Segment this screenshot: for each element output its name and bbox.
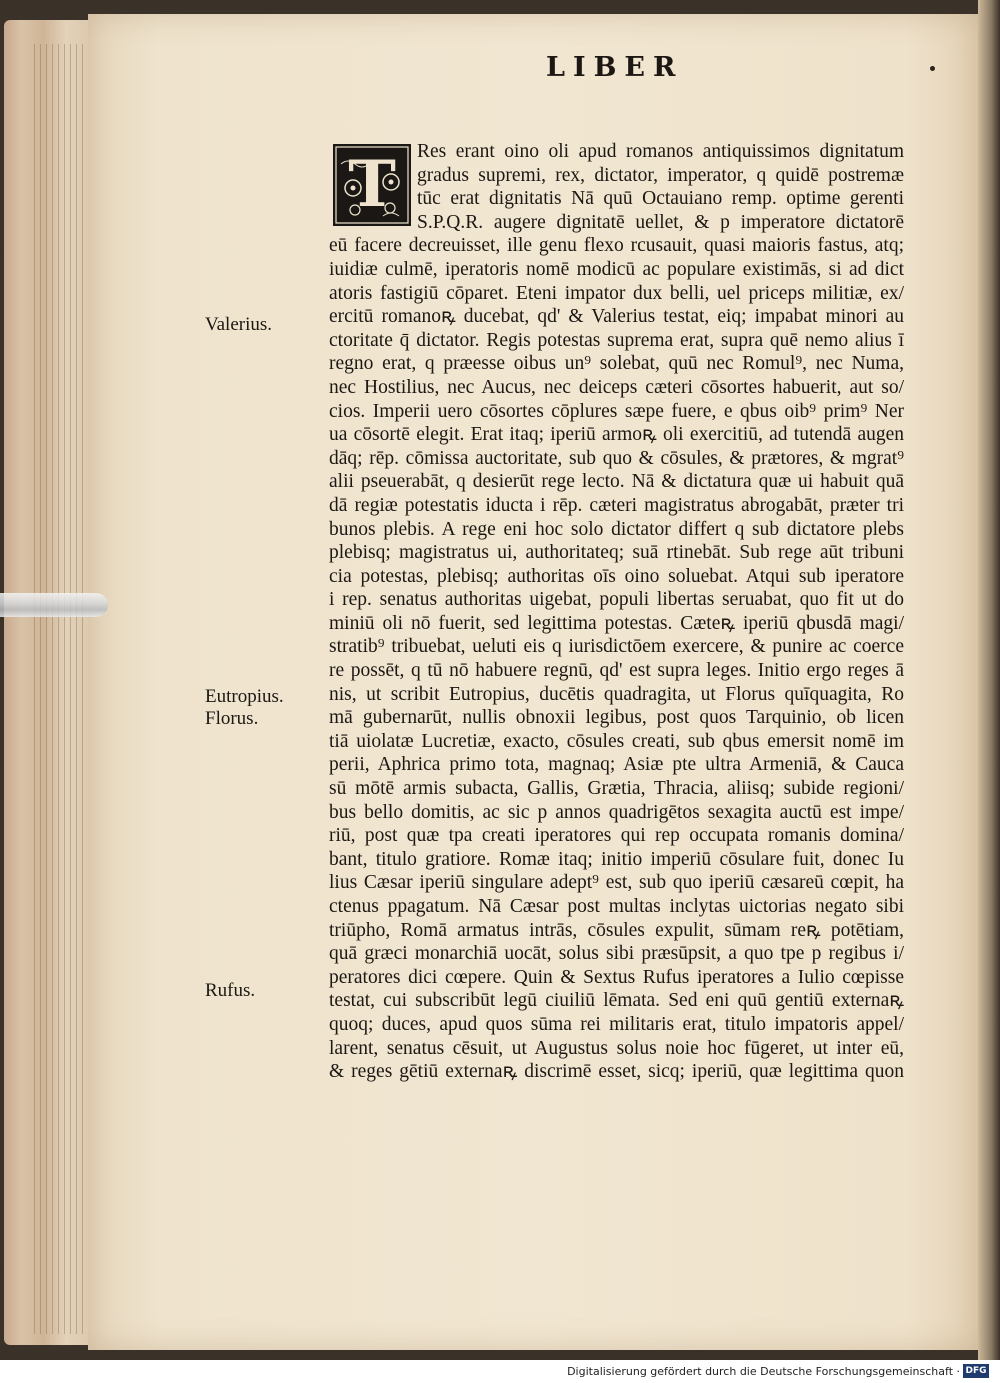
text-line: tiā uiolatæ Lucretiæ, exacto, cōsules creati, sub qbus emersit nomē im: [329, 730, 904, 752]
page-mark: [930, 66, 935, 71]
text-line: regno erat, q præesse oibus un⁹ solebat, quū nec Romul⁹, nec Numa,: [329, 353, 904, 375]
text-line: riū, post quæ tpa creati iperatores qui rep occupata romanis domina/: [329, 825, 904, 847]
text-line: S.P.Q.R. augere dignitatē uellet, & p imperatore dictatorē: [417, 211, 904, 233]
text-line: cia potestas, plebisq; authoritas oīs oino soluebat. Atqui sub iperatore: [329, 565, 904, 587]
text-line: quoq; duces, apud quos sūma rei militaris erat, titulo impatoris appel/: [329, 1013, 904, 1035]
text-line: plebisq; magistratus ui, authoritateq; suā rtinebāt. Sub rege aūt tribuni: [329, 542, 904, 564]
funding-note: Digitalisierung gefördert durch die Deutsche Forschungsgemeinschaft ·: [567, 1365, 960, 1378]
text-line: bant, titulo gratiore. Romæ itaq; initio imperiū cōsulare fuit, donec Iu: [329, 848, 904, 870]
text-line: stratib⁹ tribuebat, ueluti eis q iurisdictōem exercere, & punire ac coerce: [329, 636, 904, 658]
text-line: peratores dici cœpere. Quin & Sextus Rufus iperatores a Iulio cœpisse: [329, 966, 904, 988]
text-line: ua cōsortē elegit. Erat itaq; iperiū armoꝶ oli exercitiū, ad tutendā augen: [329, 424, 904, 446]
text-line: bus bello domitis, ac sic p annos quadrigētos sexagita auctū est impe/: [329, 801, 904, 823]
text-line: lius Cæsar iperiū singulare adept⁹ est, sub quo iperiū cæsareū cœpit, ha: [329, 872, 904, 894]
body-text: [329, 140, 904, 1084]
text-line: cios. Imperii uero cōsortes cōplures sæpe fuere, e qbus oib⁹ prim⁹ Ner: [329, 400, 904, 422]
page-holder-rod: [0, 593, 108, 617]
text-line: nis, ut scribit Eutropius, ducētis quadragita, ut Florus quīquagita, Ro: [329, 683, 904, 705]
marginal-note-florus: Florus.: [205, 708, 259, 729]
text-line: tūc erat dignitatis Nā quū Octauiano remp. optime gerenti: [417, 188, 904, 210]
decorated-initial-t: [333, 144, 411, 226]
text-line: dā regiæ potestatis iducta i rēp. cæteri magistratus abrogabāt, præter tri: [329, 494, 904, 516]
running-header: LIBER: [546, 52, 684, 83]
text-line: Res erant oino oli apud romanos antiquissimos dignitatum: [417, 141, 904, 162]
text-line: nec Hostilius, nec Aucus, nec deiceps cæteri cōsortes habuerit, aut so/: [329, 376, 904, 398]
text-line: atoris fastigiū cōparet. Eteni impator dux belli, uel priceps militiæ, ex/: [329, 282, 904, 304]
text-line: ctoritate q̄ dictator. Regis potestas suprema erat, supra quē nemo alius ī: [329, 329, 904, 351]
marginal-note-valerius: Valerius.: [205, 314, 273, 335]
book-right-edge: [978, 0, 1000, 1360]
text-line: quā græci monarchiā uocāt, solus sibi præsūpsit, a quo tpe p regibus i/: [329, 943, 904, 965]
text-line: iuidiæ culmē, iperatoris nomē modicū ac populare existimās, si ad dict: [329, 258, 904, 280]
page-edges: [34, 44, 92, 1334]
marginal-note-rufus: Rufus.: [205, 980, 256, 1001]
text-line: dāq; rēp. cōmissa auctoritate, sub quo & cōsules, & prætores, & mgrat⁹: [329, 447, 904, 469]
text-line: ercitū romanoꝶ ducebat, qd' & Valerius testat, eiq; impabat minori au: [329, 306, 904, 328]
text-line: larent, senatus cēsuit, ut Augustus solus noie hoc fūgeret, ut inter eū,: [329, 1037, 904, 1059]
marginal-note-eutropius: Eutropius.: [205, 686, 284, 707]
text-line: bunos plebis. A rege eni hoc solo dictator differt q sub dictatore plebs: [329, 518, 904, 540]
text-line: & reges gētiū externaꝶ discrimē esset, sicq; iperiū, quæ legittima quon: [329, 1061, 904, 1083]
text-line: mā gubernarūt, nullis obnoxii legibus, post quos Tarquinio, ob licen: [329, 707, 904, 729]
text-line: alii pseuerabāt, q desierūt rege lecto. Nā & dictatura quæ ui habuit quā: [329, 471, 904, 493]
text-line: perii, Aphrica primo tota, magnaq; Asiæ pte ultra Armeniā, & Cauca: [329, 754, 904, 776]
book-page-stack: [4, 20, 92, 1345]
text-line: ctenus ppagatum. Nā Cæsar post multas inclytas uictorias negato sibi: [329, 896, 904, 917]
dfg-logo: DFG: [963, 1364, 989, 1378]
text-line: triūpho, Romā armatus intrās, cōsules expulit, sūmam reꝶ potētiam,: [329, 919, 904, 941]
text-line: eū facere decreuisset, ille genu flexo rcusauit, quasi maioris fastus, atq;: [329, 235, 904, 257]
text-line: sū mōtē armis subacta, Gallis, Grætia, Thracia, aliisq; subide regioni/: [329, 778, 904, 800]
initial-letter: T: [348, 147, 396, 222]
text-line: re possēt, q tū nō habuere regnū, qd' est supra leges. Initio ergo reges ā: [329, 660, 904, 682]
text-line: miniū oli nō fuerit, sed legittima potestas. Cæteꝶ iperiū qbusdā magi/: [329, 612, 904, 634]
text-line: i rep. senatus authoritas uigebat, populi libertas seruabat, quo fit ut do: [329, 589, 904, 611]
text-line: testat, cui subscribūt legū ciuiliū lēmata. Sed eni quū gentiū externaꝶ: [329, 990, 904, 1012]
text-line: gradus supremi, rex, dictator, imperator, q quidē postremæ: [417, 164, 904, 186]
